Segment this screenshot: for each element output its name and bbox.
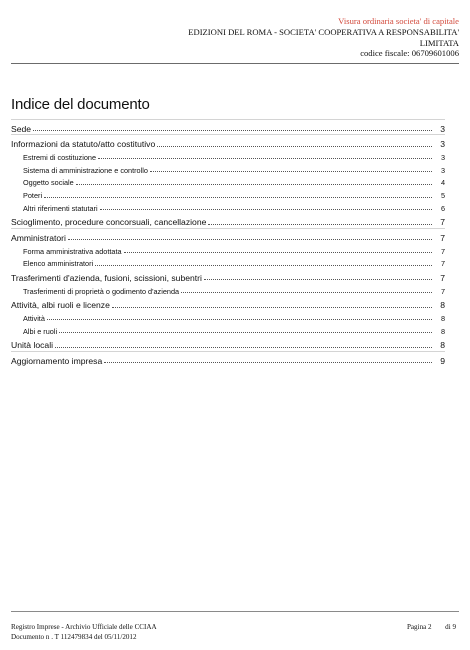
- toc-entry-label: Elenco amministratori: [23, 259, 94, 269]
- toc-entry-label: Amministratori: [11, 232, 66, 243]
- toc-entry-label: Estremi di costituzione: [23, 152, 96, 162]
- toc-leader-dots: [98, 157, 432, 159]
- toc-leader-dots: [47, 318, 432, 320]
- toc-leader-dots: [157, 145, 432, 147]
- toc-leader-dots: [181, 291, 432, 293]
- toc-entry-page: 8: [440, 340, 445, 350]
- document-type: Visura ordinaria societa' di capitale: [338, 16, 459, 26]
- toc-entry-page: 7: [440, 272, 445, 283]
- toc-entry-page: 4: [440, 178, 445, 188]
- toc-entry-label: Sistema di amministrazione e controllo: [23, 165, 148, 175]
- toc-entry[interactable]: [11, 323, 445, 336]
- toc-entry-page: 3: [440, 123, 445, 134]
- toc-entry-label: Trasferimenti d'azienda, fusioni, scissioni, subentri: [11, 272, 202, 283]
- company-name: EDIZIONI DEL ROMA - SOCIETA' COOPERATIVA A RESPONSABILITA' LIMITATA: [188, 27, 459, 48]
- toc-leader-dots: [59, 331, 432, 333]
- toc-entry-page: 3: [440, 165, 445, 175]
- toc-entry[interactable]: [11, 310, 445, 323]
- toc-entry-label: Informazioni da statuto/atto costitutivo: [11, 139, 156, 149]
- toc-leader-dots: [150, 170, 432, 172]
- toc-entry[interactable]: [11, 187, 445, 200]
- toc-leader-dots: [76, 183, 432, 185]
- toc-entry-label: Attività: [23, 313, 45, 323]
- toc-leader-dots: [44, 196, 432, 198]
- toc-entry[interactable]: [11, 336, 445, 350]
- toc-leader-dots: [208, 223, 432, 225]
- toc-entry-label: Albi e ruoli: [23, 326, 58, 336]
- toc-entry-page: 5: [440, 191, 445, 200]
- toc-entry-label: Altri riferimenti statutari: [23, 203, 98, 213]
- toc-entry-label: Sede: [11, 123, 32, 134]
- toc-leader-dots: [55, 346, 432, 348]
- toc-entry[interactable]: [11, 296, 445, 310]
- toc-entry-label: Poteri: [23, 191, 43, 200]
- toc-entry[interactable]: [11, 119, 445, 134]
- toc-entry-label: Trasferimenti di proprietà o godimento d'azienda: [23, 286, 180, 296]
- toc-entry-page: 7: [440, 286, 445, 296]
- footer-document-number: Documento n . T 112479834 del 05/11/2012: [11, 632, 137, 641]
- header-divider: [11, 63, 459, 64]
- footer-divider: [11, 611, 459, 612]
- footer-registry: Registro Imprese - Archivio Ufficiale delle CCIAA: [11, 623, 157, 631]
- fiscal-code: codice fiscale: 06709601006: [360, 48, 459, 58]
- toc-entry[interactable]: [11, 162, 445, 175]
- toc-entry-page: 3: [440, 152, 445, 162]
- toc-entry[interactable]: [11, 134, 445, 149]
- page-number: [407, 623, 456, 633]
- toc-entry-page: 8: [440, 313, 445, 323]
- toc-entry[interactable]: [11, 200, 445, 213]
- toc-entry[interactable]: [11, 175, 445, 188]
- toc-entry[interactable]: [11, 243, 445, 256]
- document-title: Indice del documento: [11, 96, 150, 113]
- toc-entry-page: 3: [440, 139, 445, 149]
- toc-entry[interactable]: [11, 351, 445, 366]
- toc-leader-dots: [204, 278, 432, 280]
- toc-entry-label: Aggiornamento impresa: [11, 355, 103, 366]
- toc-entry[interactable]: [11, 283, 445, 296]
- toc-entry-label: Attività, albi ruoli e licenze: [11, 300, 110, 310]
- toc-entry-page: 7: [440, 259, 445, 269]
- toc-entry-page: 7: [440, 232, 445, 243]
- toc-entry[interactable]: [11, 228, 445, 243]
- toc-entry-label: Oggetto sociale: [23, 178, 74, 188]
- toc-leader-dots: [68, 238, 432, 240]
- toc-entry-page: 7: [440, 217, 445, 228]
- toc-entry[interactable]: [11, 256, 445, 269]
- toc-entry-page: 8: [440, 326, 445, 336]
- toc-entry[interactable]: [11, 213, 445, 227]
- toc-leader-dots: [100, 208, 432, 210]
- footer-info: [11, 623, 157, 642]
- toc-entry-page: 6: [440, 203, 445, 213]
- toc-leader-dots: [104, 361, 432, 363]
- toc-leader-dots: [33, 129, 432, 131]
- toc-entry-label: Forma amministrativa adottata: [23, 246, 122, 256]
- toc-entry[interactable]: [11, 269, 445, 283]
- page-current: Pagina 2: [406, 623, 432, 631]
- table-of-contents: [11, 118, 445, 366]
- toc-entry-page: 8: [440, 300, 445, 310]
- toc-leader-dots: [95, 264, 432, 266]
- toc-entry-label: Unità locali: [11, 340, 54, 350]
- toc-entry-page: 9: [440, 355, 445, 366]
- page-total: di 9: [445, 623, 456, 631]
- toc-leader-dots: [112, 306, 432, 308]
- toc-entry[interactable]: [11, 149, 445, 162]
- toc-entry-page: 7: [440, 246, 445, 256]
- toc-leader-dots: [124, 251, 432, 253]
- toc-entry-label: Scioglimento, procedure concorsuali, cancellazione: [11, 217, 207, 228]
